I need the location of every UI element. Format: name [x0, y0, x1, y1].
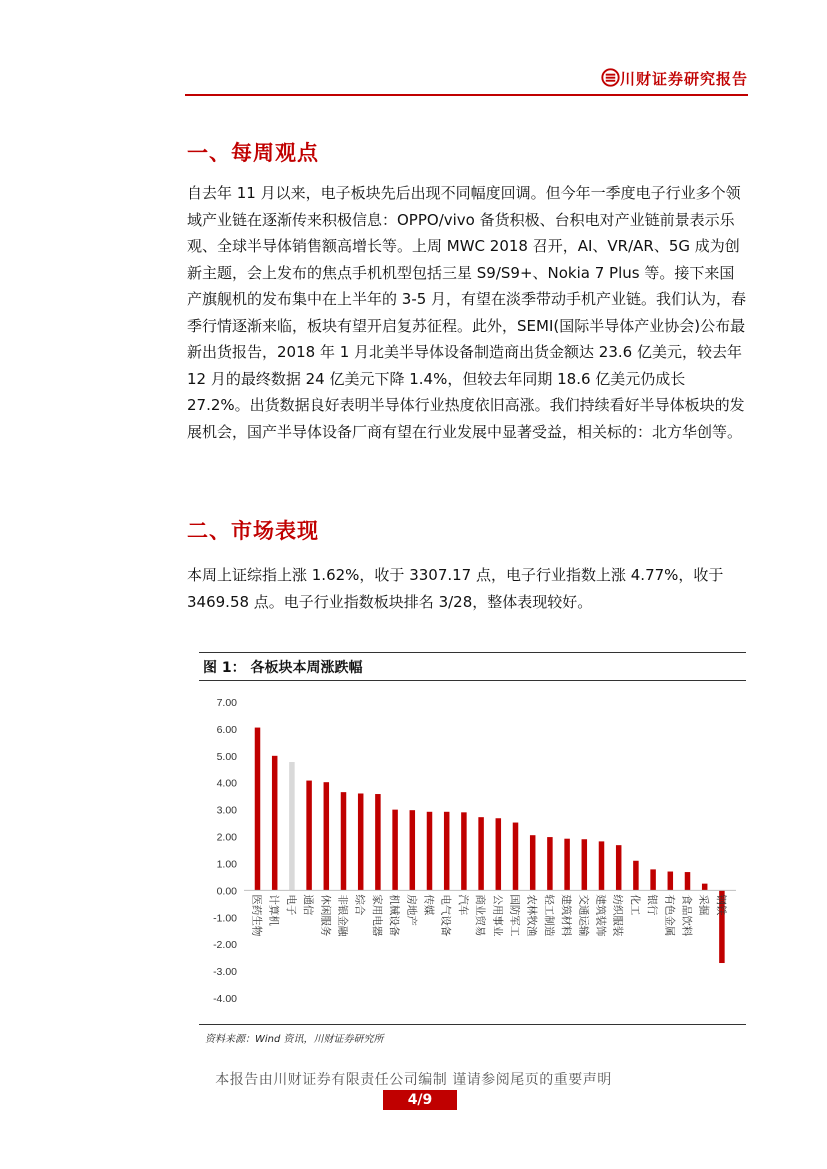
- bar: [358, 793, 364, 890]
- bar: [444, 812, 450, 891]
- x-category-label: 轻工制造: [542, 894, 555, 937]
- bar: [616, 845, 622, 890]
- x-category-label: 国防军工: [508, 894, 521, 937]
- x-category-label: 钢铁: [714, 894, 727, 916]
- x-category-label: 纺织服装: [611, 894, 624, 937]
- bar: [306, 781, 312, 891]
- x-category-label: 采掘: [697, 894, 710, 916]
- market-performance-paragraph: 本周上证综指上涨 1.62%，收于 3307.17 点，电子行业指数上涨 4.77%，收于 3469.58 点。电子行业指数板块排名 3/28，整体表现较好。: [187, 566, 724, 611]
- bar: [513, 823, 519, 891]
- y-tick-label: 0.00: [216, 885, 237, 898]
- bar: [496, 818, 502, 890]
- x-category-label: 建筑装饰: [594, 894, 607, 937]
- brand-logo-icon: [601, 68, 620, 87]
- figure-title-bar: [199, 652, 746, 681]
- x-category-label: 综合: [353, 894, 366, 916]
- x-category-label: 计算机: [267, 894, 280, 926]
- section-title-market-performance: 二、市场表现: [187, 519, 319, 543]
- x-category-label: 食品饮料: [680, 894, 693, 937]
- x-category-label: 农林牧渔: [525, 894, 538, 937]
- bar: [599, 841, 605, 890]
- y-tick-label: 4.00: [216, 777, 237, 790]
- bar: [633, 861, 639, 891]
- bar: [427, 812, 433, 891]
- bar: [582, 839, 588, 890]
- x-category-label: 医药生物: [250, 894, 263, 937]
- bar: [530, 835, 536, 890]
- x-category-label: 电子: [284, 894, 297, 916]
- x-category-label: 电气设备: [439, 894, 452, 937]
- figure-title: 图 1： 各板块本周涨跌幅: [203, 660, 363, 676]
- bar: [564, 839, 570, 891]
- x-category-label: 交通运输: [577, 894, 590, 937]
- bar: [668, 872, 674, 891]
- y-tick-label: 3.00: [216, 804, 237, 817]
- bar: [375, 794, 381, 890]
- bar: [461, 812, 467, 890]
- figure-bottom-rule: [199, 1024, 746, 1025]
- x-category-label: 汽车: [456, 894, 469, 916]
- x-category-label: 休闲服务: [319, 894, 332, 937]
- y-tick-label: -2.00: [213, 939, 237, 952]
- bar: [255, 728, 261, 891]
- y-tick-label: 7.00: [216, 697, 237, 709]
- bar: [392, 810, 398, 891]
- bar: [478, 817, 484, 890]
- sector-change-bar-chart: [199, 682, 746, 1022]
- bar: [410, 810, 416, 890]
- x-category-label: 建筑材料: [560, 894, 573, 937]
- bar: [341, 792, 347, 890]
- figure-source: 资料来源：Wind 资讯，川财证券研究所: [205, 1034, 384, 1045]
- x-category-label: 通信: [302, 894, 315, 916]
- bar: [702, 884, 708, 891]
- y-tick-label: 6.00: [216, 723, 237, 736]
- bar: [289, 762, 295, 890]
- x-category-label: 银行: [646, 894, 659, 916]
- bar: [685, 872, 691, 890]
- page-number: 4/9: [383, 1090, 457, 1110]
- x-category-label: 传媒: [422, 894, 435, 916]
- section-title-weekly-view: 一、每周观点: [187, 141, 319, 165]
- x-category-label: 有色金属: [663, 894, 676, 937]
- x-category-label: 家用电器: [370, 894, 383, 937]
- weekly-view-paragraph: 自去年 11 月以来，电子板块先后出现不同幅度回调。但今年一季度电子行业多个领域产业链在逐渐传来积极信息：OPPO/vivo 备货积极、台积电对产业链前景表示乐观、全球半导体销售额高增长等。上周 MWC 2018 召开，AI、VR/AR、5G 成为创新主题，会上发布的焦点手机机型包括三星 S9/S9+、Nokia 7 Plus 等。接下来国产旗舰机的发布集中在上半年的 3-5 月，有望在淡季带动手机产业链。我们认为，春季行情逐渐来临，板块有望开启复苏征程。此外，SEMI(国际半导体产业协会)公布最新出货报告，2018 年 1 月北美半导体设备制造商出货金额达 23.6 亿美元，较去年 12 月的最终数据 24 亿美元下降 1.4%，但较去年同期 18.6 亿美元仍成长 27.2%。出货数据良好表明半导体行业热度依旧高涨。我们持续看好半导体板块的发展机会，国产半导体设备厂商有望在行业发展中显著受益，相关标的：北方华创等。: [187, 184, 747, 441]
- x-category-label: 公用事业: [491, 894, 504, 937]
- x-category-label: 机械设备: [388, 894, 401, 937]
- brand-name: 川财证券研究报告: [619, 70, 748, 88]
- y-tick-label: 1.00: [216, 858, 237, 871]
- y-tick-label: -4.00: [213, 993, 237, 1005]
- x-category-label: 非银金融: [336, 894, 349, 937]
- x-category-label: 房地产: [405, 894, 418, 926]
- bar: [272, 756, 278, 891]
- page-header: [185, 64, 748, 96]
- bar: [324, 782, 330, 890]
- x-category-label: 商业贸易: [474, 894, 487, 937]
- y-tick-label: 2.00: [216, 831, 237, 844]
- x-category-label: 化工: [628, 894, 641, 916]
- y-tick-label: 5.00: [216, 750, 237, 763]
- footer-disclaimer: 本报告由川财证券有限责任公司编制 谨请参阅尾页的重要声明: [215, 1072, 612, 1088]
- bar: [547, 837, 553, 890]
- y-tick-label: -1.00: [213, 912, 237, 925]
- bar: [650, 869, 656, 890]
- y-tick-label: -3.00: [213, 966, 237, 979]
